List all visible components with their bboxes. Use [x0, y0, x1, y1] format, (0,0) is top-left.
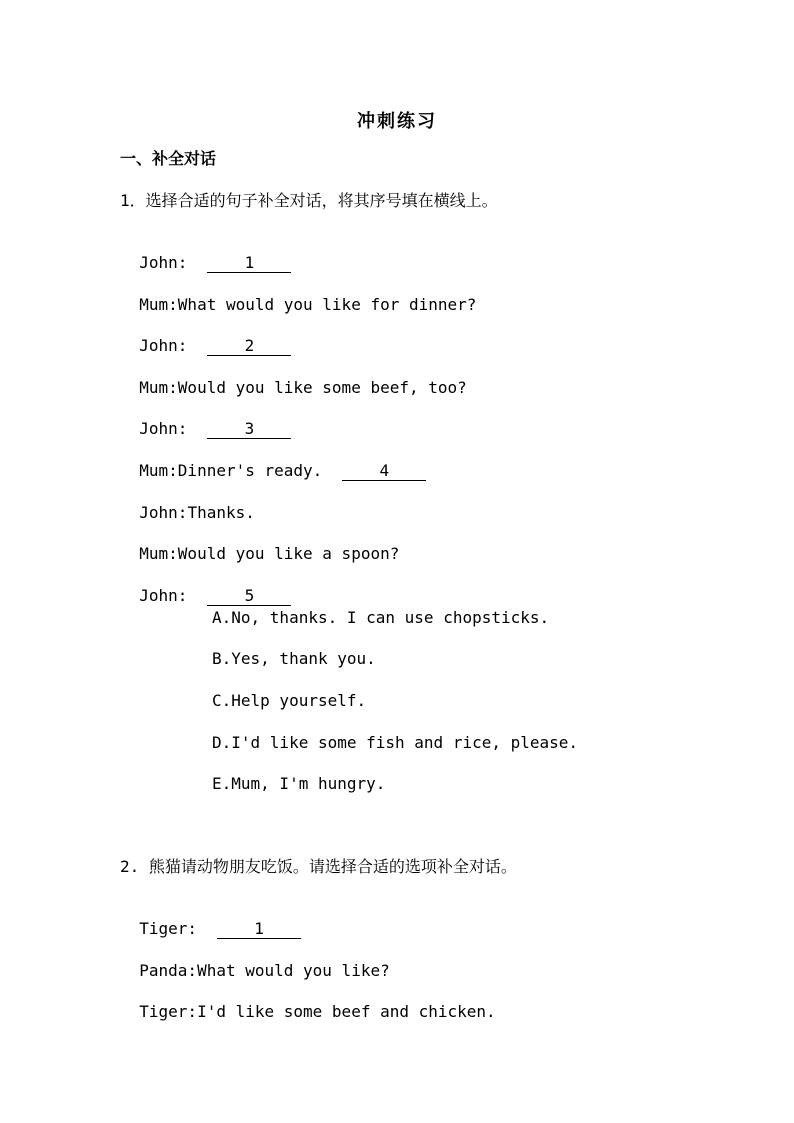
question-1-prompt: 1．选择合适的句子补全对话，将其序号填在横线上。 — [120, 191, 498, 210]
dialogue-text: Would you like some beef, too? — [177, 378, 467, 397]
speaker: Mum: — [139, 378, 178, 397]
speaker: John: — [139, 253, 188, 272]
option-b: B.Yes, thank you. — [212, 649, 376, 668]
dialogue-line — [120, 358, 467, 398]
dialogue-text: What would you like? — [197, 961, 390, 980]
section-heading: 一、补全对话 — [120, 149, 217, 168]
dialogue-line — [120, 899, 301, 939]
option-c: C.Help yourself. — [212, 691, 367, 710]
speaker: John: — [139, 503, 188, 522]
speaker: Tiger: — [139, 919, 198, 938]
speaker: John: — [139, 419, 188, 438]
answer-blank[interactable]: 3 — [207, 420, 291, 439]
speaker: Panda: — [139, 961, 198, 980]
dialogue-line — [120, 233, 291, 273]
dialogue-text: I'd like some beef and chicken. — [197, 1002, 496, 1021]
option-a: A.No, thanks. I can use chopsticks. — [212, 608, 550, 627]
dialogue-line — [120, 483, 255, 523]
answer-blank[interactable]: 2 — [207, 337, 291, 356]
dialogue-line — [120, 399, 291, 439]
dialogue-line — [120, 275, 476, 315]
speaker: Tiger: — [139, 1002, 198, 1021]
answer-blank[interactable]: 1 — [217, 920, 301, 939]
dialogue-text: Thanks. — [187, 503, 255, 522]
dialogue-text: What would you like for dinner? — [177, 295, 477, 314]
dialogue-line — [120, 982, 496, 1022]
answer-blank[interactable]: 5 — [207, 587, 291, 606]
option-e: E.Mum, I'm hungry. — [212, 774, 386, 793]
dialogue-line — [120, 941, 390, 981]
dialogue-line — [120, 566, 291, 606]
speaker: Mum: — [139, 544, 178, 563]
answer-blank[interactable]: 1 — [207, 254, 291, 273]
answer-blank[interactable]: 4 — [342, 462, 426, 481]
dialogue-line — [120, 524, 399, 564]
dialogue-line — [120, 316, 291, 356]
question-2-prompt: 2. 熊猫请动物朋友吃饭。请选择合适的选项补全对话。 — [120, 857, 517, 876]
dialogue-line — [120, 441, 426, 481]
dialogue-text: Would you like a spoon? — [177, 544, 400, 563]
speaker: John: — [139, 336, 188, 355]
speaker: John: — [139, 586, 188, 605]
speaker: Mum: — [139, 295, 178, 314]
option-d: D.I'd like some fish and rice, please. — [212, 733, 579, 752]
page-title: 冲刺练习 — [357, 111, 437, 132]
dialogue-text: Dinner's ready. — [177, 461, 323, 480]
speaker: Mum: — [139, 461, 178, 480]
